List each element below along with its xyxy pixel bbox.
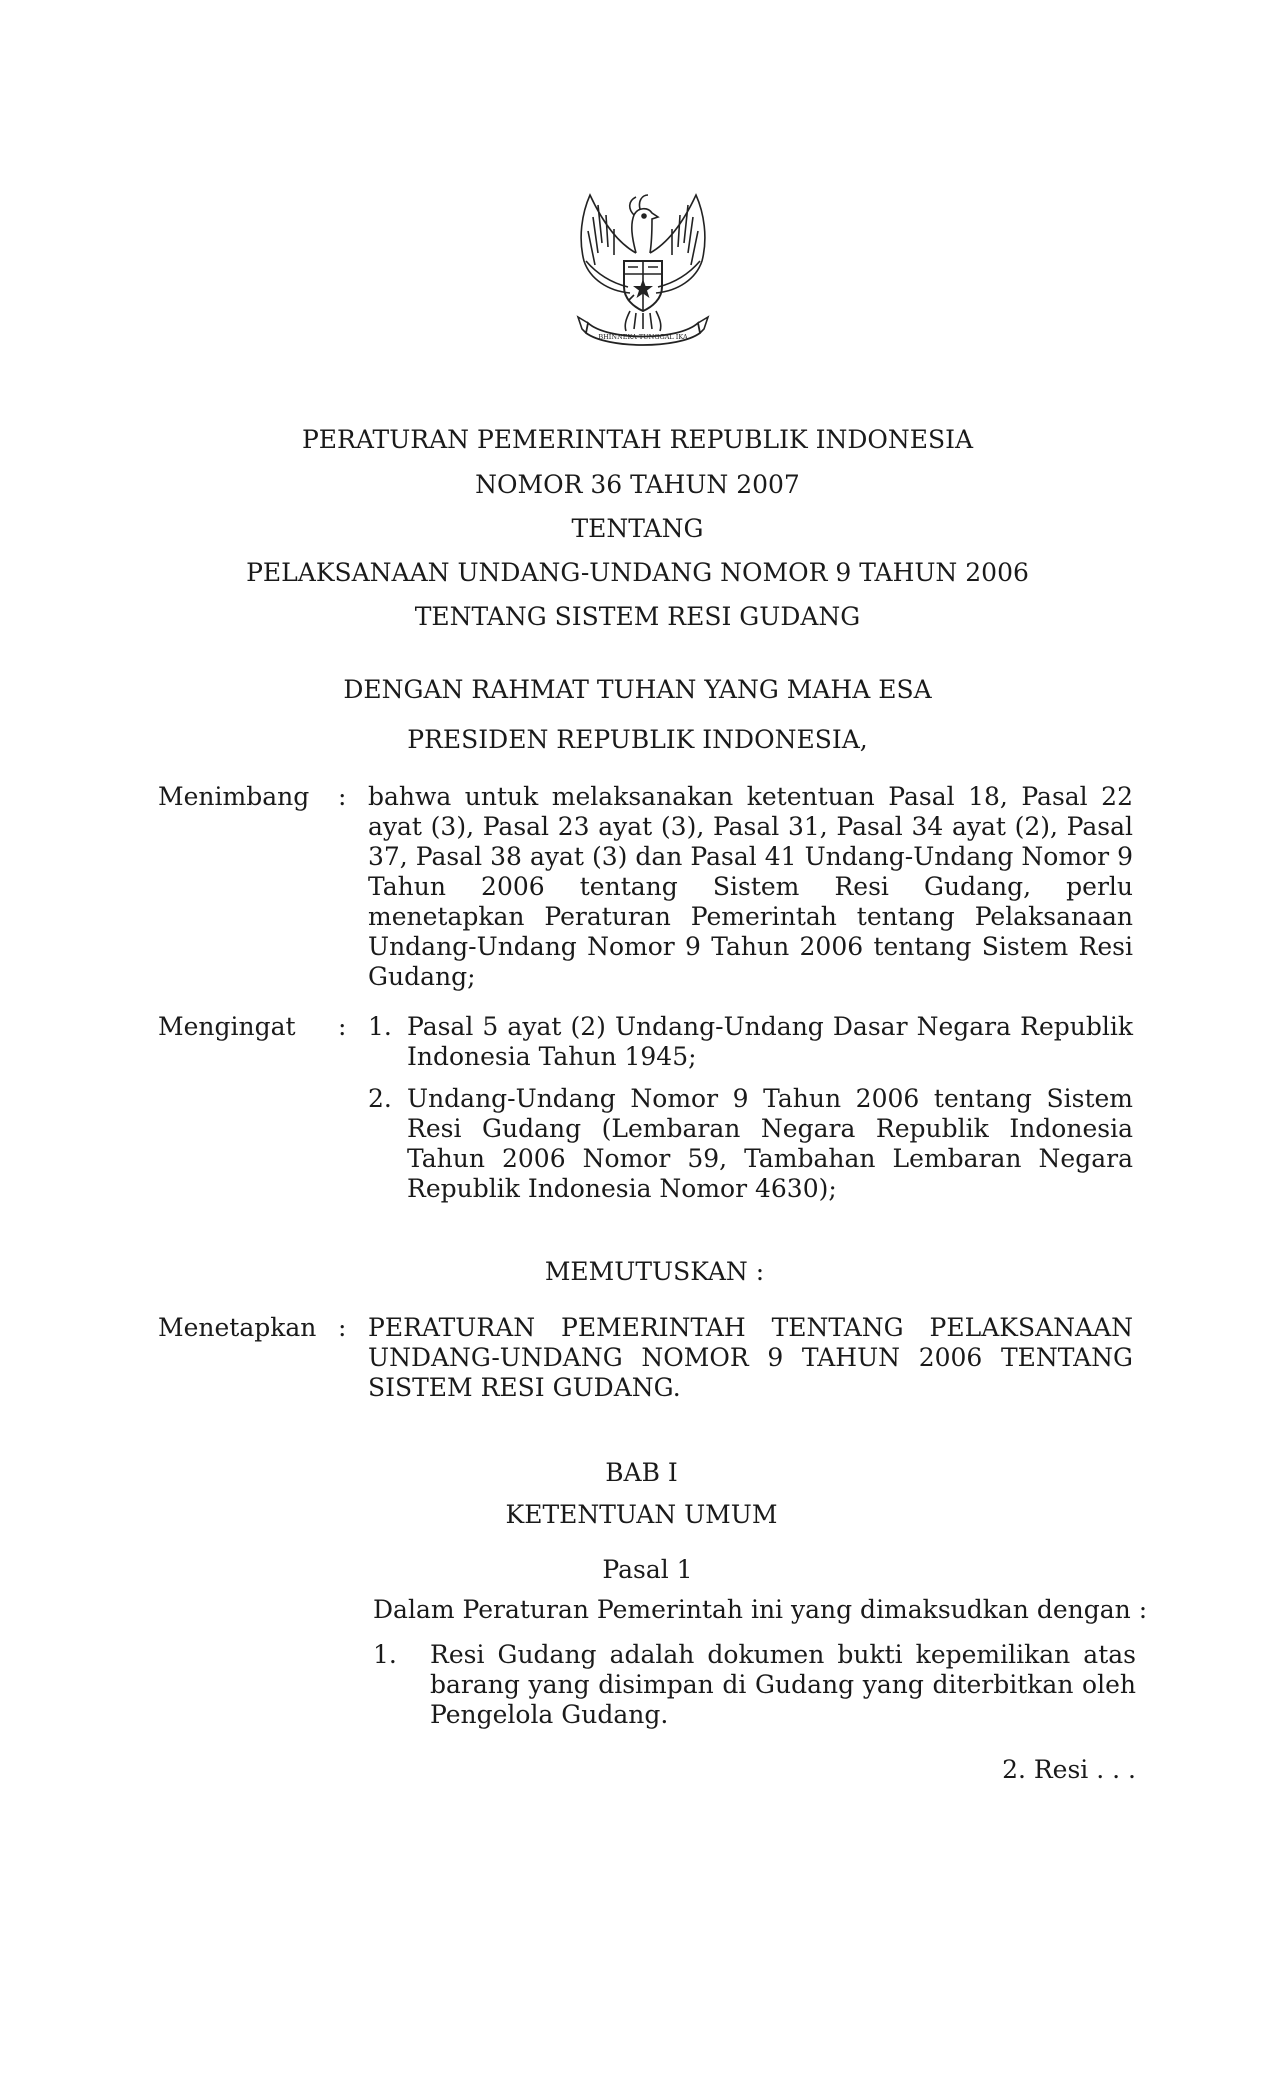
memutuskan-heading: MEMUTUSKAN : xyxy=(544,1257,765,1286)
menetapkan-line-2: UNDANG-UNDANG NOMOR 9 TAHUN 2006 TENTANG xyxy=(368,1343,1133,1372)
mengingat-label: Mengingat xyxy=(158,1012,296,1041)
menetapkan-line-1: PERATURAN PEMERINTAH TENTANG PELAKSANAAN xyxy=(368,1313,1133,1342)
menetapkan-label: Menetapkan xyxy=(158,1313,317,1342)
pasal-item-1-text: Resi Gudang adalah dokumen bukti kepemilikan atas barang yang disimpan di Gudang yang diterbitkan oleh Pengelola Gudang. xyxy=(430,1640,1136,1729)
menimbang-colon: : xyxy=(338,782,347,811)
pasal-item-1-number: 1. xyxy=(373,1640,397,1669)
mengingat-item-1-text: Pasal 5 ayat (2) Undang-Undang Dasar Negara Republik Indonesia Tahun 1945; xyxy=(407,1012,1133,1071)
mengingat-colon: : xyxy=(338,1012,347,1041)
mengingat-item-1-number: 1. xyxy=(368,1012,392,1041)
title-line-3: TENTANG xyxy=(571,514,704,543)
title-line-5: TENTANG SISTEM RESI GUDANG xyxy=(414,602,861,631)
garuda-emblem-icon xyxy=(568,183,718,348)
menetapkan-colon: : xyxy=(338,1313,347,1342)
pasal-title: Pasal 1 xyxy=(602,1555,693,1584)
mengingat-item-2-text: Undang-Undang Nomor 9 Tahun 2006 tentang Sistem Resi Gudang (Lembaran Negara Republik Indonesia Tahun 2006 Nomor 59, Tambahan Lembaran Negara Republik Indonesia Nomor 4630); xyxy=(407,1084,1133,1203)
title-line-2: NOMOR 36 TAHUN 2007 xyxy=(475,470,800,499)
bab-title: KETENTUAN UMUM xyxy=(505,1500,778,1529)
title-line-4: PELAKSANAAN UNDANG-UNDANG NOMOR 9 TAHUN 2006 xyxy=(246,558,1029,587)
mengingat-item-2-number: 2. xyxy=(368,1084,392,1113)
blessing-line: DENGAN RAHMAT TUHAN YANG MAHA ESA xyxy=(343,675,932,704)
president-line: PRESIDEN REPUBLIK INDONESIA, xyxy=(407,725,868,754)
menimbang-text: bahwa untuk melaksanakan ketentuan Pasal 18, Pasal 22 ayat (3), Pasal 23 ayat (3), Pasal 31, Pasal 34 ayat (2), Pasal 37, Pasal 38 ayat (3) dan Pasal 41 Undang-Undang Nomor 9 Tahun 2006 tentang Sistem Resi Gudang, perlu menetapkan Peraturan Pemerintah tentang Pelaksanaan Undang-Undang Nomor 9 Tahun 2006 tentang Sistem Resi Gudang; xyxy=(368,782,1133,991)
menetapkan-line-3: SISTEM RESI GUDANG. xyxy=(368,1373,681,1402)
page-continuation: 2. Resi . . . xyxy=(1002,1755,1136,1784)
menimbang-label: Menimbang xyxy=(158,782,310,811)
emblem-motto: BHINNEKA TUNGGAL IKA xyxy=(598,333,688,341)
title-line-1: PERATURAN PEMERINTAH REPUBLIK INDONESIA xyxy=(301,425,974,454)
bab-number: BAB I xyxy=(605,1458,678,1487)
pasal-intro: Dalam Peraturan Pemerintah ini yang dimaksudkan dengan : xyxy=(373,1595,1148,1624)
